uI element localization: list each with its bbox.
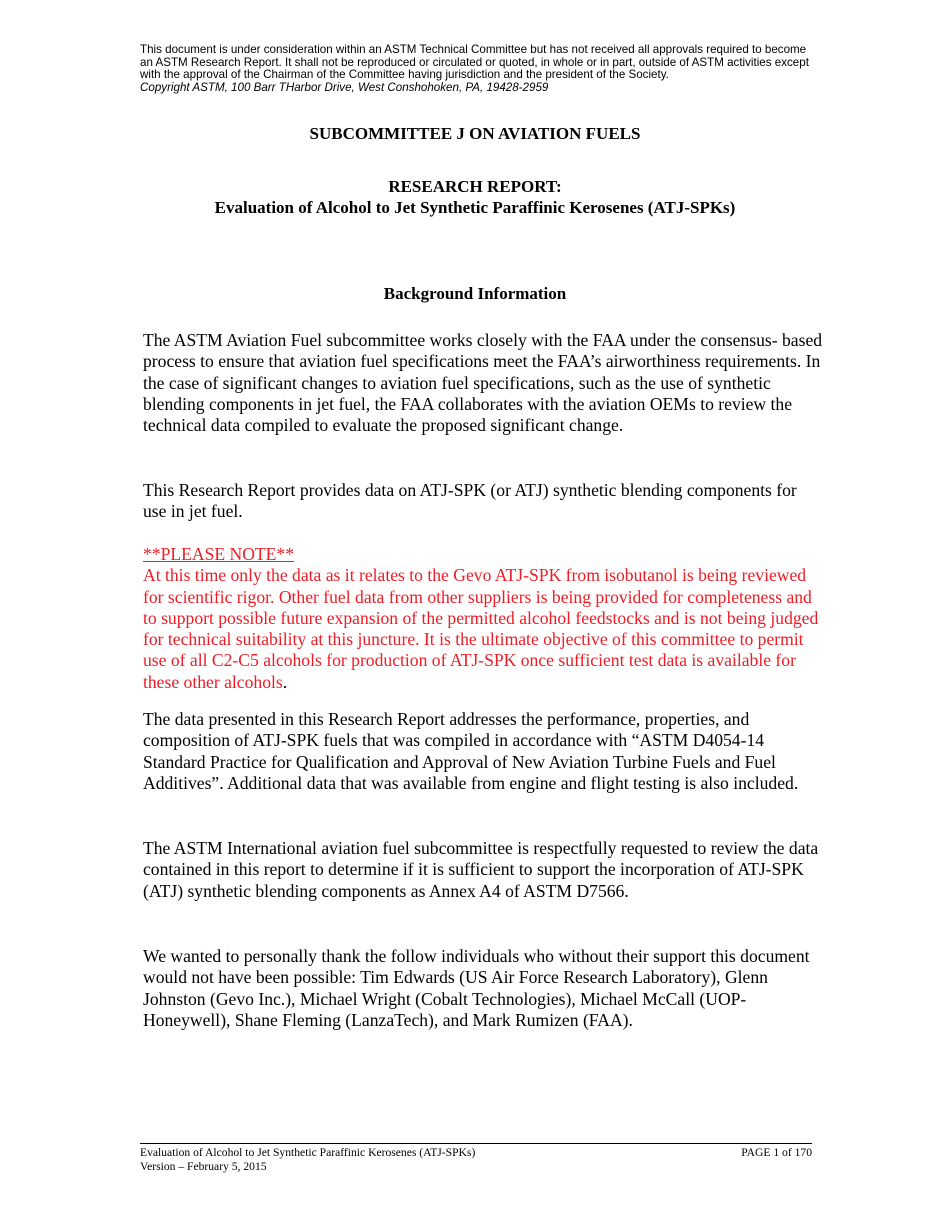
page-footer xyxy=(140,1146,812,1174)
paragraph-review-request: The ASTM International aviation fuel subcommittee is respectfully requested to review the data contained in this report to determine if it is sufficient to support the incorporation of ATJ-SPK (ATJ) synthetic blending components as Annex A4 of ASTM D7566. xyxy=(143,838,819,901)
section-heading: Background Information xyxy=(383,284,567,303)
paragraph-acknowledgements: We wanted to personally thank the follow individuals who without their support this document would not have been possible: Tim Edwards (US Air Force Research Laboratory), Glenn Johnston (Gevo Inc.), Michael Wright (Cobalt Technologies), Michael McCall (UOP-Honeywell), Shane Fleming (LanzaTech), and Mark Rumizen (FAA). xyxy=(143,946,810,1030)
notice-text: This document is under consideration within an ASTM Technical Committee but has not received all approvals required to become an ASTM Research Report. It shall not be reproduced or circulated or quoted, in whole or in part, outside of ASTM activities except with the approval of the Chairman of the Committee having jurisdiction and the president of the Society. xyxy=(140,43,809,82)
footer-divider xyxy=(140,1143,812,1144)
report-title: Evaluation of Alcohol to Jet Synthetic Paraffinic Kerosenes (ATJ-SPKs) xyxy=(214,198,736,217)
astm-notice-header xyxy=(140,44,820,94)
report-label: RESEARCH REPORT: xyxy=(388,177,562,196)
paragraph-data-presented: The data presented in this Research Report addresses the performance, properties, and composition of ATJ-SPK fuels that was compiled in accordance with “ASTM D4054-14 Standard Practice for Qualification and Approval of New Aviation Turbine Fuels and Fuel Additives”. Additional data that was available from engine and flight testing is also included. xyxy=(143,709,799,793)
paragraph-report-scope: This Research Report provides data on ATJ-SPK (or ATJ) synthetic blending components for use in jet fuel. xyxy=(143,480,797,522)
footer-version: Version – February 5, 2015 xyxy=(140,1160,267,1173)
please-note-period: . xyxy=(282,671,288,692)
please-note-text: At this time only the data as it relates to the Gevo ATJ-SPK from isobutanol is being reviewed for scientific rigor. Other fuel data from other suppliers is being provided for completeness and to support possible future expansion of the permitted alcohol feedstocks and is not being judged for technical suitability at this juncture. It is the ultimate objective of this committee to permit use of all C2-C5 alcohols for production of ATJ-SPK once sufficient test data is available for these other alcohols xyxy=(143,565,819,692)
footer-page-number: PAGE 1 of 170 xyxy=(741,1146,812,1159)
please-note-label: **PLEASE NOTE** xyxy=(143,544,295,564)
paragraph-faa-process: The ASTM Aviation Fuel subcommittee works closely with the FAA under the consensus- based process to ensure that aviation fuel specifications meet the FAA’s airworthiness requirements. In the case of significant changes to aviation fuel specifications, such as the use of synthetic blending components in jet fuel, the FAA collaborates with the aviation OEMs to review the technical data compiled to evaluate the proposed significant change. xyxy=(143,330,823,436)
committee-title: SUBCOMMITTEE J ON AVIATION FUELS xyxy=(309,124,641,143)
footer-doc-title: Evaluation of Alcohol to Jet Synthetic Paraffinic Kerosenes (ATJ-SPKs) xyxy=(140,1146,476,1159)
report-title-block xyxy=(0,176,950,218)
please-note-block xyxy=(143,544,823,693)
copyright-line: Copyright ASTM, 100 Barr THarbor Drive, West Conshohoken, PA, 19428-2959 xyxy=(140,80,549,94)
